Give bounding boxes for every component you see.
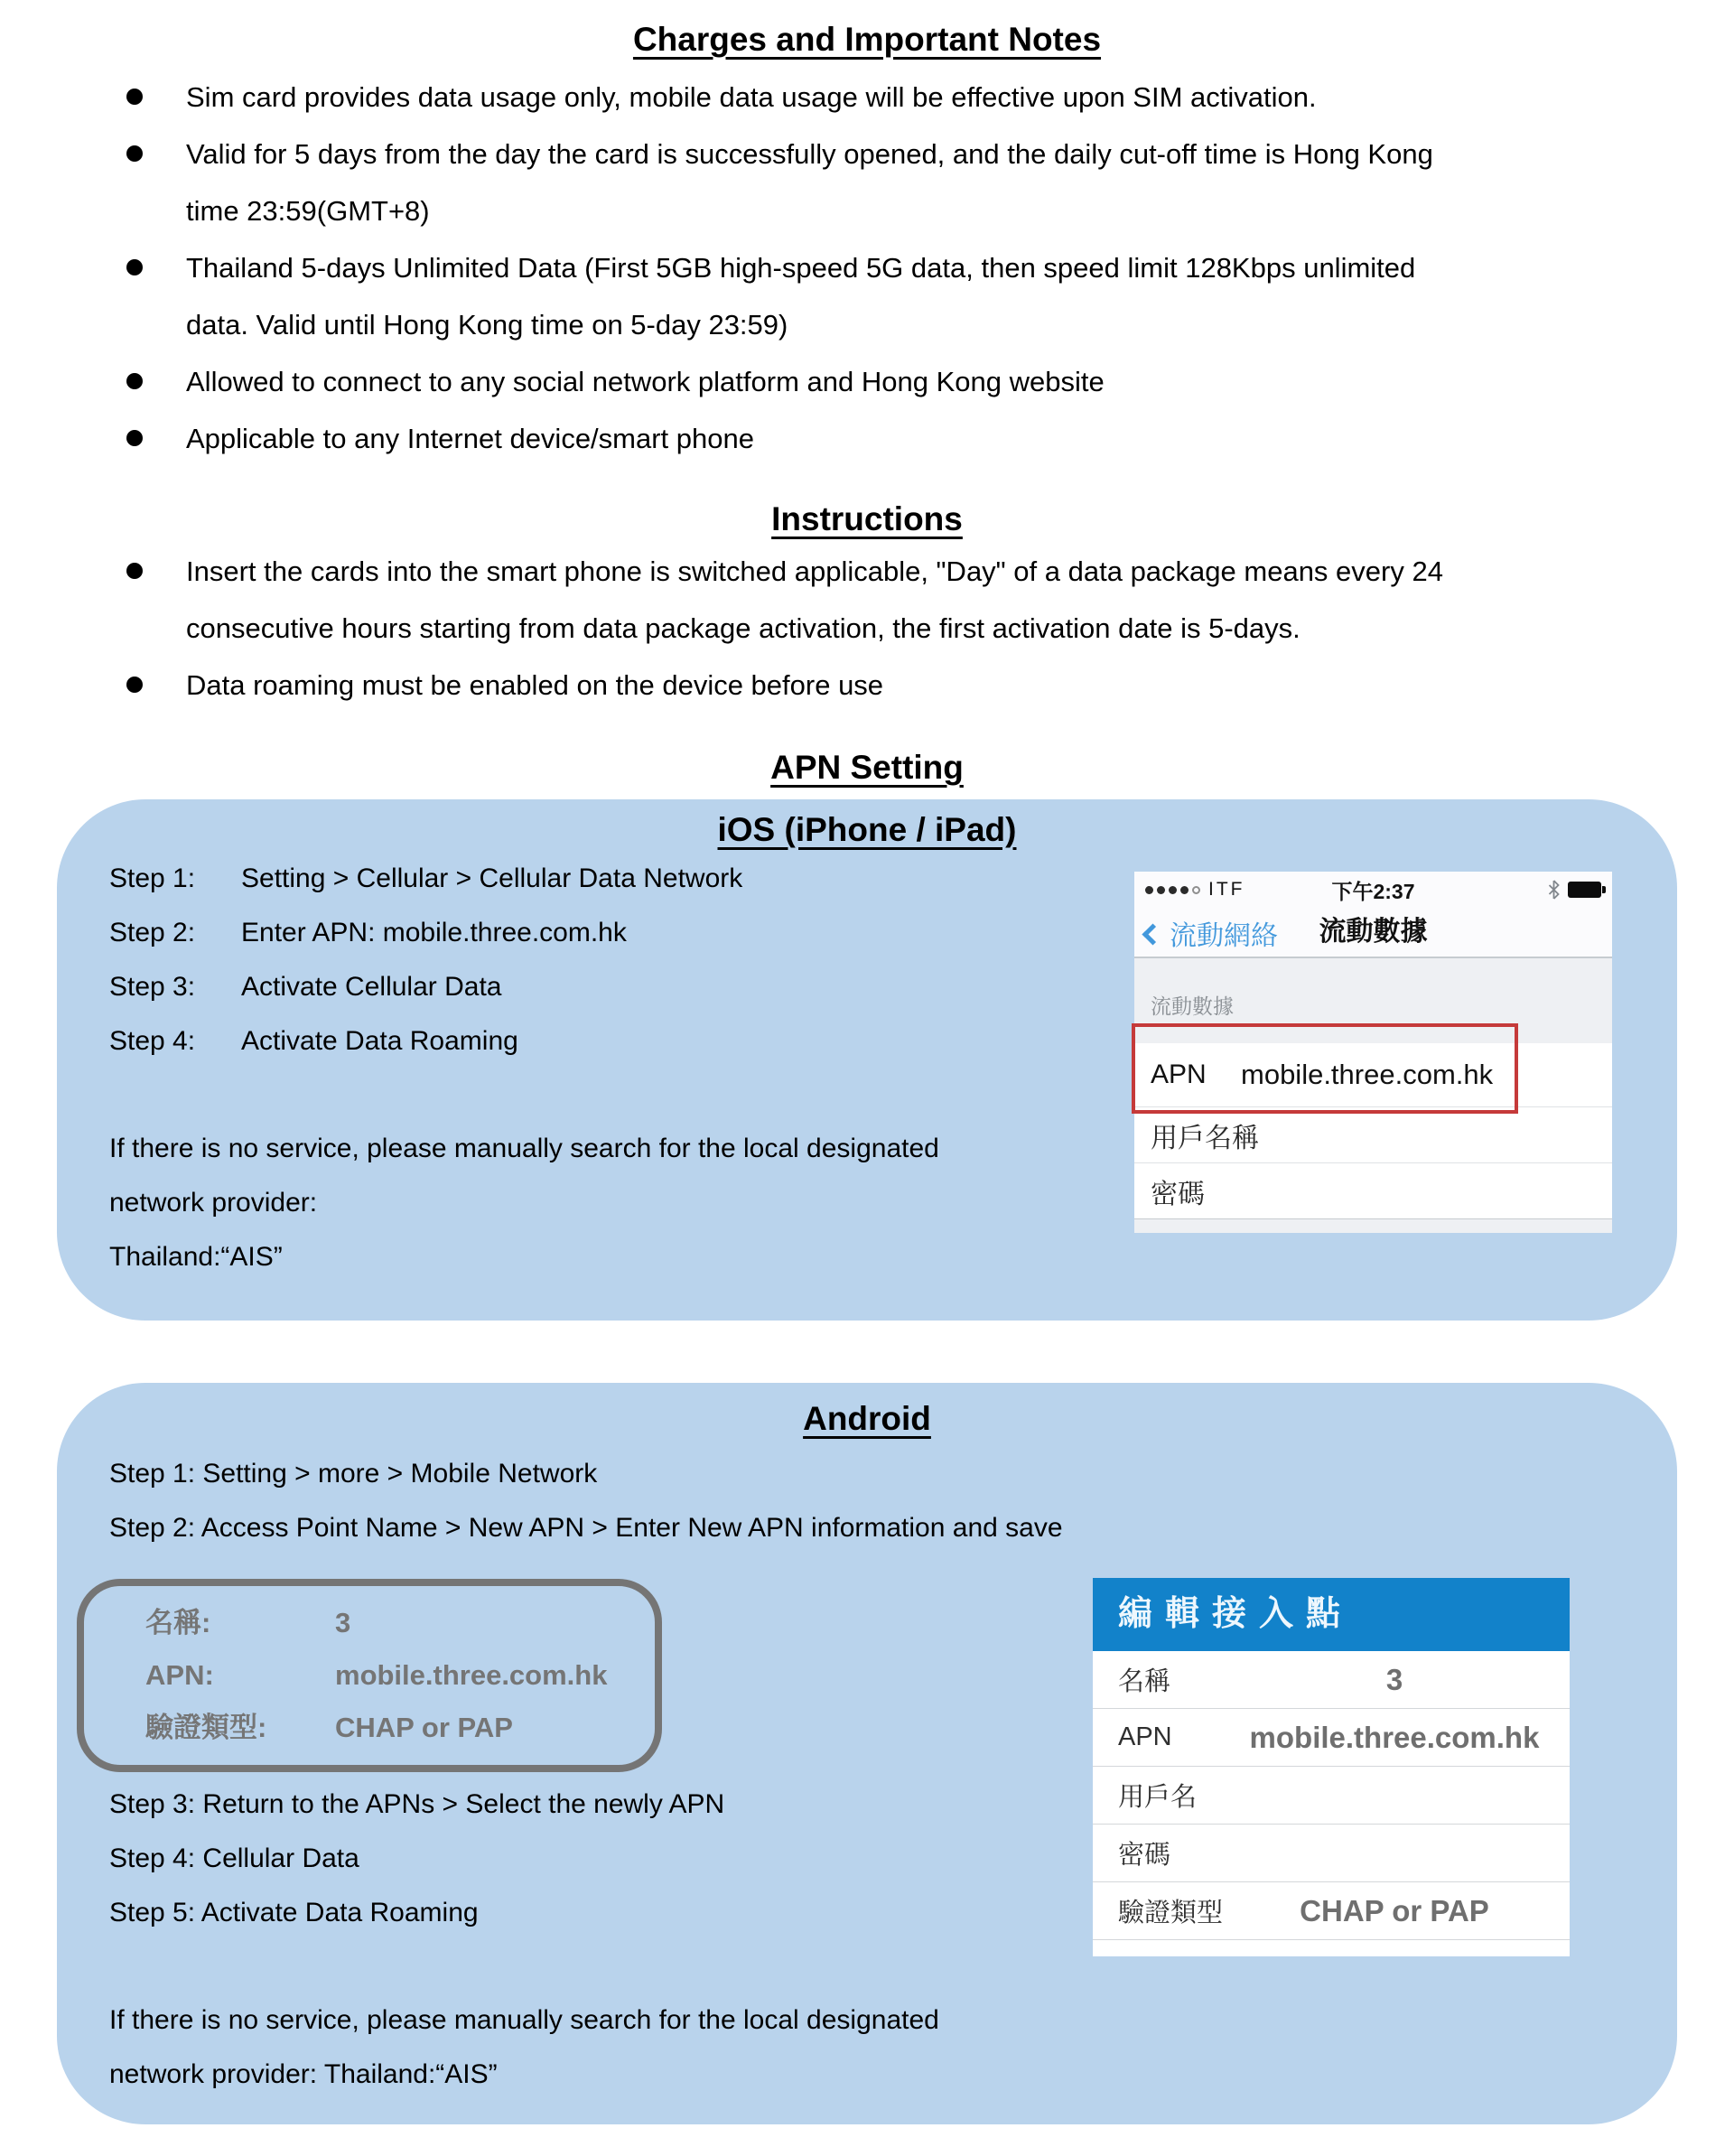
android-title: Android	[803, 1400, 931, 1437]
note-line: Allowed to connect to any social network platform and Hong Kong website	[186, 366, 1105, 397]
step-row	[109, 1014, 742, 1069]
table-row[interactable]	[1093, 1651, 1570, 1709]
note-line: consecutive hours starting from data package activation, the first activation date is 5-days.	[186, 612, 1300, 644]
android-section	[57, 1383, 1677, 2124]
step-text: Enter APN: mobile.three.com.hk	[241, 918, 627, 947]
charges-list	[125, 69, 1433, 467]
table-row[interactable]	[1093, 1767, 1570, 1825]
step-label: Step 1:	[109, 863, 196, 893]
instructions-title: Instructions	[771, 500, 963, 537]
table-row[interactable]	[1093, 1709, 1570, 1767]
password-row[interactable]	[1134, 1162, 1612, 1218]
ios-steps	[109, 852, 742, 1069]
info-label: APN:	[145, 1659, 214, 1691]
step-row: Step 2: Access Point Name > New APN > Enter New APN information and save	[109, 1513, 1063, 1543]
list-item	[125, 353, 1433, 410]
row-label: 驗證類型	[1118, 1899, 1224, 1927]
nav-title: 流動數據	[1319, 917, 1428, 947]
step-text: Activate Cellular Data	[241, 972, 502, 1002]
info-value: 3	[335, 1607, 351, 1638]
charges-title: Charges and Important Notes	[632, 21, 1102, 58]
info-value: mobile.three.com.hk	[335, 1659, 608, 1691]
note-line: data. Valid until Hong Kong time on 5-day 23:59)	[186, 309, 788, 341]
note-line: network provider:	[109, 1188, 318, 1218]
row-label: 密碼	[1118, 1841, 1171, 1870]
ios-no-service-note	[109, 1122, 939, 1284]
row-label: APN	[1118, 1722, 1172, 1751]
table-row[interactable]	[1093, 1882, 1570, 1940]
list-item	[125, 543, 1443, 657]
android-steps-3-5	[109, 1778, 724, 1940]
row-value: mobile.three.com.hk	[1249, 1720, 1540, 1754]
step-row	[109, 960, 742, 1014]
username-row[interactable]	[1134, 1106, 1612, 1162]
apn-value: mobile.three.com.hk	[1241, 1059, 1494, 1090]
info-row	[145, 1702, 655, 1754]
android-no-service-note	[109, 1993, 939, 2102]
ios-status-bar	[1134, 872, 1612, 908]
step-text: Activate Data Roaming	[241, 1026, 518, 1056]
android-steps-1-2	[109, 1447, 1063, 1555]
apn-info-box	[77, 1579, 662, 1772]
apn-setting-title: APN Setting	[770, 749, 964, 786]
apn-highlight-box	[1132, 1023, 1518, 1114]
step-label: Step 3:	[109, 972, 196, 1002]
row-value: CHAP or PAP	[1300, 1893, 1489, 1927]
apn-label: APN	[1151, 1059, 1207, 1089]
info-label: 驗證類型:	[145, 1712, 267, 1743]
table-row[interactable]	[1093, 1825, 1570, 1882]
info-row	[145, 1597, 655, 1649]
note-line: If there is no service, please manually search for the local designated	[109, 2005, 939, 2035]
note-line: Thailand:“AIS”	[109, 1242, 283, 1272]
section-label: 流動數據	[1151, 994, 1234, 1018]
step-row: Step 1: Setting > more > Mobile Network	[109, 1459, 598, 1489]
list-item	[125, 410, 1433, 467]
screenshot-footer	[1093, 1940, 1570, 1955]
info-value: CHAP or PAP	[335, 1712, 513, 1743]
step-row	[109, 906, 742, 960]
list-item	[125, 126, 1433, 239]
step-row: Step 5: Activate Data Roaming	[109, 1898, 479, 1927]
step-label: Step 2:	[109, 918, 196, 947]
status-time: 下午2:37	[1331, 879, 1415, 903]
battery-icon	[1568, 882, 1601, 898]
step-row	[109, 852, 742, 906]
list-item	[125, 657, 1443, 714]
step-label: Step 4:	[109, 1026, 196, 1056]
ios-nav-bar	[1134, 908, 1612, 958]
step-row: Step 3: Return to the APNs > Select the newly APN	[109, 1789, 725, 1819]
note-line: Data roaming must be enabled on the device before use	[186, 669, 884, 701]
note-line: Valid for 5 days from the day the card is successfully opened, and the daily cut-off time is Hong Kong	[186, 138, 1433, 170]
bluetooth-icon	[1547, 880, 1561, 900]
android-screenshot	[1093, 1578, 1570, 1956]
row-label: 名稱	[1118, 1667, 1171, 1696]
row-label: 用戶名	[1118, 1783, 1198, 1812]
note-line: Thailand 5-days Unlimited Data (First 5GB high-speed 5G data, then speed limit 128Kbps unlimited	[186, 252, 1416, 284]
note-line: Sim card provides data usage only, mobile data usage will be effective upon SIM activation.	[186, 81, 1317, 113]
info-label: 名稱:	[145, 1607, 211, 1638]
carrier-label: ITF	[1208, 879, 1245, 900]
step-text: Setting > Cellular > Cellular Data Network	[241, 863, 743, 893]
back-label: 流動網絡	[1170, 921, 1278, 951]
instructions-list	[125, 543, 1443, 714]
step-row: Step 4: Cellular Data	[109, 1843, 359, 1873]
back-chevron-icon	[1142, 923, 1163, 945]
list-item	[125, 239, 1433, 353]
note-line: network provider: Thailand:“AIS”	[109, 2059, 498, 2089]
username-label: 用戶名稱	[1151, 1123, 1259, 1153]
footer-band	[1134, 1218, 1612, 1233]
ios-title: iOS (iPhone / iPad)	[717, 811, 1017, 848]
note-line: time 23:59(GMT+8)	[186, 195, 430, 227]
note-line: Insert the cards into the smart phone is switched applicable, "Day" of a data package means every 24	[186, 555, 1443, 587]
edit-access-point-header: 編輯接入點	[1093, 1578, 1570, 1651]
note-line: If there is no service, please manually search for the local designated	[109, 1134, 939, 1163]
back-button[interactable]	[1145, 908, 1278, 958]
note-line: Applicable to any Internet device/smart phone	[186, 423, 754, 454]
ios-screenshot	[1134, 872, 1612, 1233]
list-item	[125, 69, 1433, 126]
ios-section	[57, 799, 1677, 1321]
info-row	[145, 1649, 655, 1702]
password-label: 密碼	[1151, 1179, 1205, 1209]
row-value: 3	[1385, 1662, 1403, 1696]
